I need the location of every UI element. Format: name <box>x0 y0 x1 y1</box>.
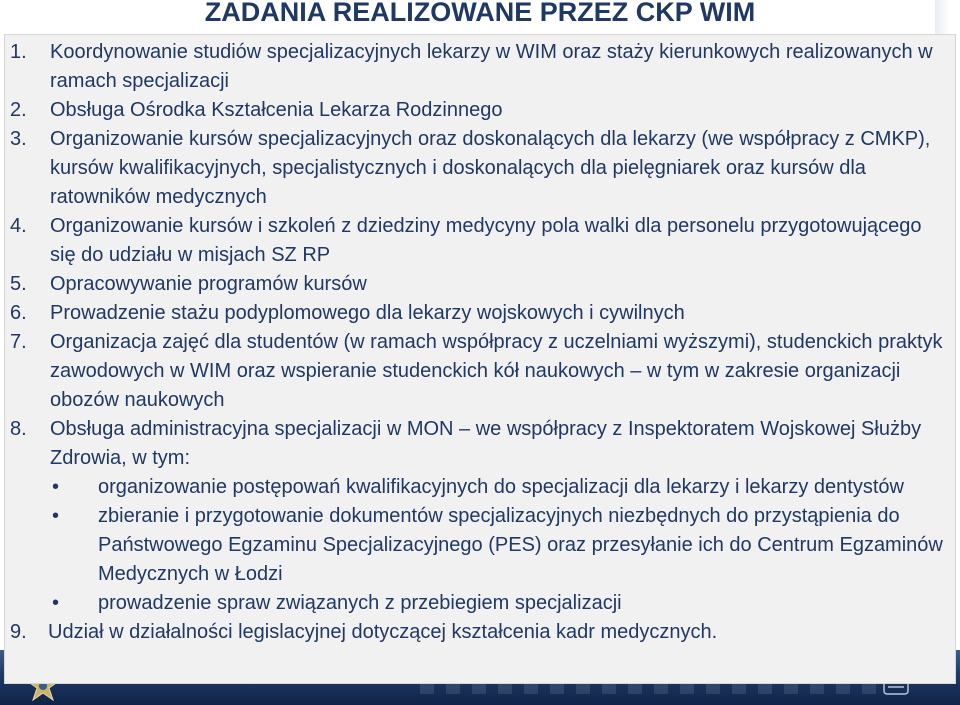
list-item: 3. Organizowanie kursów specjalizacyjnych oraz doskonalących dla lekarzy (we współpracy z CMKP), kursów kwalifikacyjnych, specjalistycznych i doskonalących dla pielęgniarek oraz kursów dla ratowników medycznych <box>10 128 931 208</box>
sub-list-item: • prowadzenie spraw związanych z przebiegiem specjalizacji <box>10 589 950 618</box>
list-item: 8. Obsługa administracyjna specjalizacji w MON – we współpracy z Inspektoratem Wojskowej Służby Zdrowia, w tym: <box>10 418 922 469</box>
list-item: 1. Koordynowanie studiów specjalizacyjnych lekarzy w WIM oraz staży kierunkowych realizowanych w ramach specjalizacji <box>10 41 933 92</box>
page-title: ZADANIA REALIZOWANE PRZEZ CKP WIM <box>204 0 756 27</box>
list-item: 6. Prowadzenie stażu podyplomowego dla lekarzy wojskowych i cywilnych <box>10 302 685 324</box>
list-item: 5. Opracowywanie programów kursów <box>10 273 367 295</box>
list-item: 9. Udział w działalności legislacyjnej dotyczącej kształcenia kadr medycznych. <box>10 621 718 643</box>
bullet-icon: • <box>52 505 60 527</box>
list-item: 4. Organizowanie kursów i szkoleń z dziedziny medycyny pola walki dla personelu przygotowującego się do udziału w misjach SZ RP <box>10 215 922 266</box>
task-list <box>10 38 950 647</box>
list-item: 2. Obsługa Ośrodka Kształcenia Lekarza Rodzinnego <box>10 99 503 121</box>
list-item: 7. Organizacja zajęć dla studentów (w ramach współpracy z uczelniami wyższymi), studenckich praktyk zawodowych w WIM oraz wspieranie studenckich kół naukowych – w tym w zakresie organizacji obozów naukowych <box>10 331 943 411</box>
bullet-icon: • <box>52 592 60 614</box>
sub-list-item: • zbieranie i przygotowanie dokumentów specjalizacyjnych niezbędnych do przystąpienia do Państwowego Egzaminu Specjalizacyjnego (PES) oraz przesyłanie ich do Centrum Egzaminów Medycznych w Łodzi <box>10 502 950 589</box>
sub-list-item: • organizowanie postępowań kwalifikacyjnych do specjalizacji dla lekarzy i lekarzy dentystów <box>10 473 950 502</box>
bullet-icon: • <box>52 476 60 498</box>
